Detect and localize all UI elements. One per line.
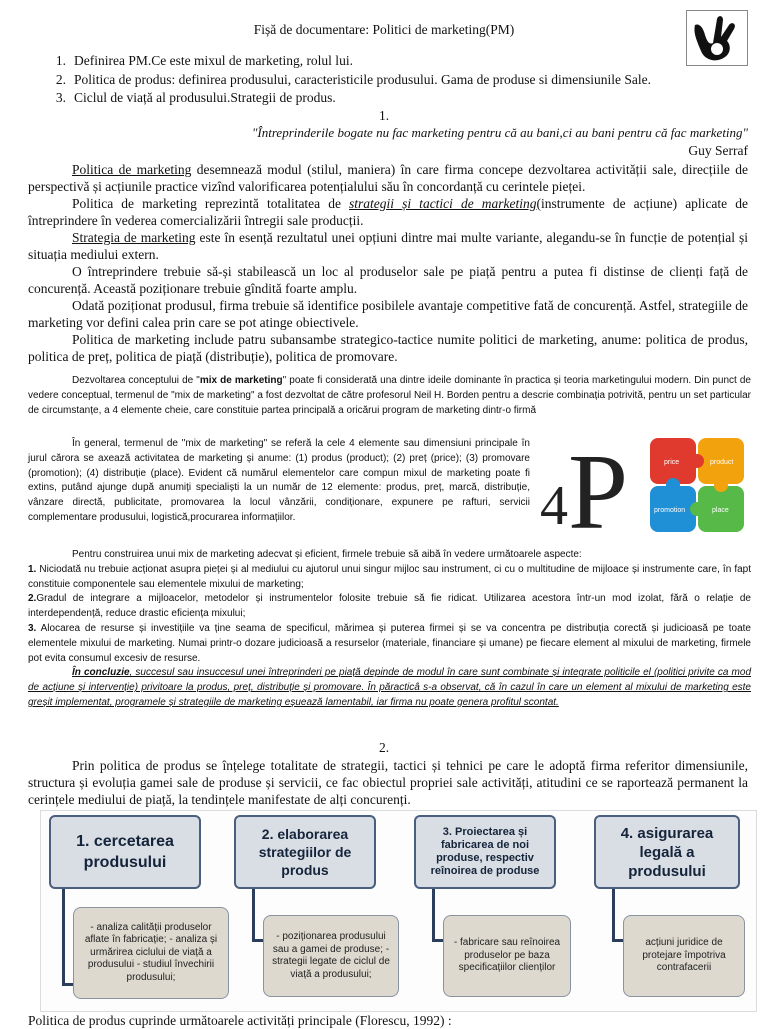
toc-item: 3. Ciclul de viață al produsului.Strategii de produs.	[55, 90, 336, 105]
closing-sentence: Politica de produs cuprinde următoarele activități principale (Florescu, 1992) :	[28, 1013, 452, 1028]
diagram-detail-strategy: - poziționarea produsului sau a gamei de produse; - strategii legate de ciclul de viață a produsului;	[263, 915, 399, 997]
paragraph: În general, termenul de "mix de marketing" se referă la cele 4 elemente sau dimensiuni principale în jurul cărora se axează activitatea de marketing și anume: (1) produs (product); (2) preț (price); (3) promovare (promotion); (4) distribuție (place). Evident că numărul elementelor care compun mixul de marketing poate fi extins, putând ajunge după anumiți specialiști la un număr de 12 elemente: produs, preț, marcă, distribuție, vânzare directă, publicitate, promovarea la locul vânzării, condiționare, expunere pe rafturi, servicii complementare produsului, logistică,procurarea informațiilor.	[28, 438, 530, 523]
paragraph: O întreprindere trebuie să-și stabilească un loc al produselor sale pe piață pentru a putea fi distinse de clienți față de concurență. Această poziționare trebuie gîndită foarte amplu.	[28, 264, 748, 296]
fourp-digit: 4	[540, 475, 568, 537]
mix-intro	[28, 374, 751, 418]
paragraph: Odată poziționat produsul, firma trebuie să identifice posibilele avantaje competitive fată de concurență. Astfel, strategiile de marketing vor defini calea prin care se pot atinge obiectivele.	[28, 298, 748, 330]
section-number: 1.	[378, 108, 390, 123]
paragraph: Politica de marketing include patru subansambe strategico-tactice numite politici de marketing, anume: politica de produs, politica de preț, politica de piață (distribuție), politica de promovare.	[28, 332, 748, 364]
paragraph: Politica de marketing reprezintă totalitatea de strategii și tactici de marketing(instrumente de acțiune) aplicate de întreprindere în vederea comercializării întregii sale producții.	[28, 196, 748, 228]
svg-text:price: price	[664, 459, 680, 466]
diagram-step-research: 1. cercetarea produsului	[49, 815, 201, 889]
diagram-step-design: 3. Proiectarea și fabricarea de noi produse, respectiv reînoirea de produse	[414, 815, 556, 889]
paragraph: Pentru construirea unui mix de marketing adecvat și eficient, firmele trebuie să aibă în vedere următoarele aspecte:	[72, 549, 582, 560]
mix-elements	[28, 437, 530, 526]
paragraph: Strategia de marketing este în esență rezultatul unei opțiuni dintre mai multe variante, alegandu-se în funcție de potențial și situația mediului extern.	[28, 230, 748, 262]
toc-item: 2. Politica de produs: definirea produsului, caracteristicile produsului. Gama de produse si dimensiunile Sale.	[55, 71, 651, 87]
product-policy-diagram	[40, 810, 757, 1012]
diagram-detail-design: - fabricare sau reînoirea produselor pe baza specificațiilor clienților	[443, 915, 571, 997]
paragraph: Prin politica de produs se înțelege totalitate de strategii, tactici și tehnici pe care le adoptă firma referitor dimensiunile, structura și evoluția gamei sale de produse și servicii, ce fac obiectul propriei sale activități, atitudini ce se raportează permanent la cerințele mediului de piață, la tendințele manifestate de alți concurenți.	[28, 758, 748, 807]
mix-aspects	[28, 548, 751, 711]
svg-text:product: product	[710, 459, 734, 466]
svg-text:place: place	[712, 507, 729, 514]
conclusion: În concluzie, succesul sau insuccesul unei întreprinderi pe piață depinde de modul în care sunt combinate și integrate politicile el (politici privite ca mod de acțiune și intervenție) privitoare la produs, preț, distribuție și promovare. În păracticâ s-a observat, că în cazul în care un element al mixului de marketing este greșit implementat, programele și strategiile de marketing eșuează lamentabil, iar firma nu poate genera profitul scontat.	[28, 667, 752, 708]
aspect-item: 1. Niciodată nu trebuie acționat asupra pieței și al mediului cu ajutorul unui singur mijloc sau instrument, ci cu o multitudine de mijloace și instrumente care, în fapt constituie componentele sau elementele mixului de marketing;	[28, 563, 751, 590]
4p-illustration	[540, 432, 750, 542]
document-title: Fișă de documentare: Politici de marketing(PM)	[253, 22, 515, 37]
svg-text:promotion: promotion	[654, 507, 686, 514]
table-of-contents	[28, 52, 748, 108]
section-number: 2.	[378, 740, 390, 755]
fourp-letter: P	[568, 433, 629, 542]
paragraph: Politica de marketing desemnează modul (stilul, maniera) în care firma concepe dezvoltarea activității sale, direcțiile de perspectivă și acțiunile practice vizînd valorificarea potențialului său în concordanță cu cerintele pieței.	[28, 162, 748, 194]
diagram-step-strategy: 2. elaborarea strategiilor de produs	[234, 815, 376, 889]
aspect-item: 3. Alocarea de resurse și investițiile va ține seama de specificul, mărimea și puterea firmei și se va concentra pe distribuția corectă și judicioasă pe toate elementele mixului de marketing. Numai printr-o dozare judicioasă a resurselor (materiale, financiare și umane) pe fiecare element al mixului de marketing, firmele pot evita consumul excesiv de resurse.	[28, 622, 751, 664]
section1-body	[28, 161, 748, 365]
aspect-item: 2.Gradul de integrare a mijloacelor, metodelor și instrumentelor folosite trebuie să fie ridicat. Utilizarea acestora într-un mod izolat, fără o relație de interdependență, reduce drastic eficiența mixului;	[28, 593, 751, 620]
motto-quote: "Întreprinderile bogate nu fac marketing pentru că au bani,ci au bani pentru că fac marketing"	[251, 125, 748, 140]
toc-item: 1. Definirea PM.Ce este mixul de marketing, rolul lui.	[55, 53, 353, 68]
section2-body	[28, 757, 748, 808]
diagram-detail-legal: acțiuni juridice de protejare împotriva contrafacerii	[623, 915, 745, 997]
quote-author: Guy Serraf	[688, 143, 748, 158]
diagram-detail-research: - analiza calității produselor aflate în fabricație; - analiza și urmărirea ciclului de viață a produsului - studiul învechirii produsului;	[73, 907, 229, 999]
diagram-step-legal: 4. asigurarea legală a produsului	[594, 815, 740, 889]
paragraph: Dezvoltarea conceptului de "mix de marketing" poate fi considerată una dintre ideile dominante în practica și teoria marketingului modern. Din punct de vedere conceptual, termenul de "mix de marketing" a fost dezvoltat de către profesorul Neil H. Borden pentru a descrie combinația potrivită, pentru un set particular de circumstanțe, a 4 elemente cheie, care constituie partea principală a oricărui program de marketing dintr-o firmă	[28, 375, 751, 416]
